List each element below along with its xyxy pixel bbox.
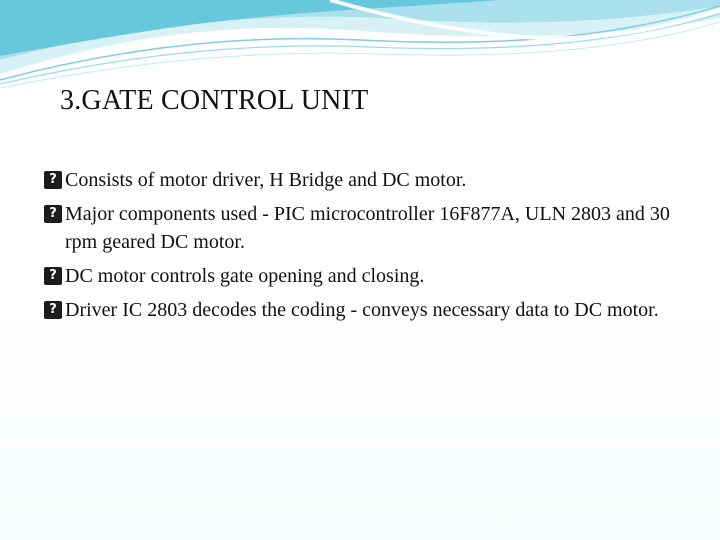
- missing-glyph-box-icon: ?: [44, 171, 62, 189]
- bullet-text: Driver IC 2803 decodes the coding - conveys necessary data to DC motor.: [65, 299, 659, 321]
- bullet-item: [44, 296, 694, 324]
- missing-glyph-box-icon: ?: [44, 267, 62, 285]
- missing-glyph-box-icon: ?: [44, 301, 62, 319]
- bullet-text: Consists of motor driver, H Bridge and DC motor.: [65, 169, 467, 191]
- bullet-item: [44, 200, 694, 256]
- bullet-text: Major components used - PIC microcontroller 16F877A, ULN 2803 and 30 rpm geared DC motor.: [65, 203, 670, 253]
- bullet-list: [44, 166, 694, 330]
- bullet-text: DC motor controls gate opening and closing.: [65, 265, 425, 287]
- missing-glyph-box-icon: ?: [44, 205, 62, 223]
- bullet-item: [44, 262, 694, 290]
- bullet-item: [44, 166, 694, 194]
- slide-title: 3.GATE CONTROL UNIT: [60, 85, 369, 116]
- header-wave-decoration: [0, 0, 720, 90]
